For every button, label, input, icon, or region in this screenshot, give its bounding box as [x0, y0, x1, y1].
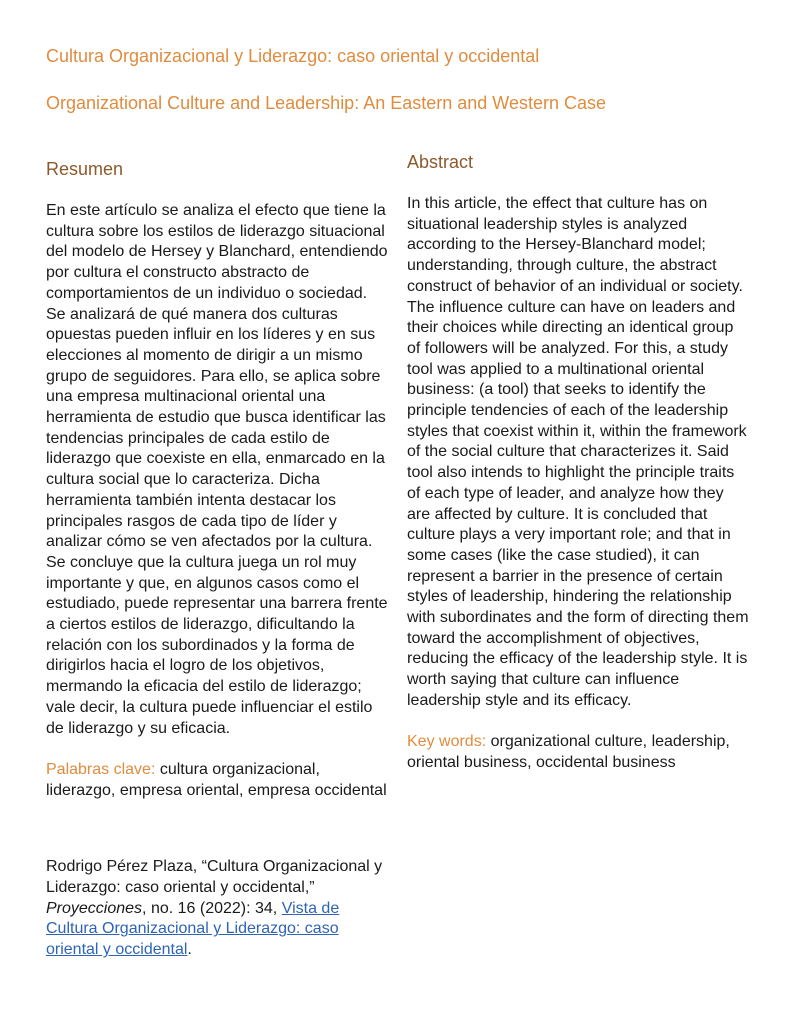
- key-words-label: Key words:: [407, 733, 487, 751]
- citation-text-after-link: .: [187, 941, 192, 959]
- article-title-english: Organizational Culture and Leadership: An Eastern and Western Case: [46, 93, 607, 113]
- abstract-section: [407, 150, 749, 774]
- key-words: [407, 732, 749, 773]
- resumen-heading: Resumen: [46, 159, 124, 179]
- resumen-body: En este artículo se analiza el efecto que tiene la cultura sobre los estilos de liderazgo situacional del modelo de Hersey y Blanchard, entendiendo por cultura el constructo abstracto de comportamientos de un individuo o sociedad. Se analizará de qué manera dos culturas opuestas pueden influir en los líderes y en sus elecciones al momento de dirigir a un mismo grupo de seguidores. Para ello, se aplica sobre una empresa multinacional oriental una herramienta de estudio que busca identificar las tendencias principales de cada estilo de liderazgo que coexiste en ella, enmarcado en la cultura social que lo caracteriza. Dicha herramienta también intenta destacar los principales rasgos de cada tipo de líder y analizar cómo se ven afectados por la cultura. Se concluye que la cultura juega un rol muy importante y que, en algunos casos como el estudiado, puede representar una barrera frente a ciertos estilos de liderazgo, dificultando la relación con los subordinados y la forma de dirigirlos hacia el logro de los objetivos, mermando la eficacia del estilo de liderazgo; vale decir, la cultura puede influenciar el estilo de liderazgo y su eficacia.: [46, 202, 388, 737]
- palabras-clave-text: cultura organizacional, liderazgo, empresa oriental, empresa occidental: [46, 760, 387, 799]
- resumen-section: [46, 157, 388, 801]
- palabras-clave: [46, 760, 388, 801]
- palabras-clave-label: Palabras clave:: [46, 760, 156, 778]
- citation-link[interactable]: Vista de Cultura Organizacional y Liderazgo: caso oriental y occidental: [46, 899, 340, 959]
- article-title-spanish: Cultura Organizacional y Liderazgo: caso oriental y occidental: [46, 46, 540, 66]
- abstract-body: In this article, the effect that culture has on situational leadership styles is analyzed according to the Hersey-Blanchard model; understanding, through culture, the abstract construct of behavior of an individual or society. The influence culture can have on leaders and their choices while directing an identical group of followers will be analyzed. For this, a study tool was applied to a multinational oriental business: (a tool) that seeks to identify the principle tendencies of each of the leadership styles that coexist within it, within the framework of the social culture that characterizes it. Said tool also intends to highlight the principle traits of each type of leader, and analyze how they are affected by culture. It is concluded that culture plays a very important role; and that in some cases (like the case studied), it can represent a barrier in the presence of certain styles of leadership, hindering the relationship with subordinates and the form of directing them toward the accomplishment of objectives, reducing the efficacy of the leadership style. It is worth saying that culture can influence leadership style and its efficacy.: [407, 195, 749, 709]
- citation-text-before-journal: Rodrigo Pérez Plaza, “Cultura Organizacional y Liderazgo: caso oriental y occidental,”: [46, 858, 383, 896]
- abstract-heading: Abstract: [407, 152, 474, 172]
- key-words-text: organizational culture, leadership, oriental business, occidental business: [407, 733, 730, 771]
- citation-text-after-journal: , no. 16 (2022): 34,: [142, 899, 282, 917]
- citation-journal-name: Proyecciones: [46, 899, 143, 917]
- citation: [46, 857, 391, 961]
